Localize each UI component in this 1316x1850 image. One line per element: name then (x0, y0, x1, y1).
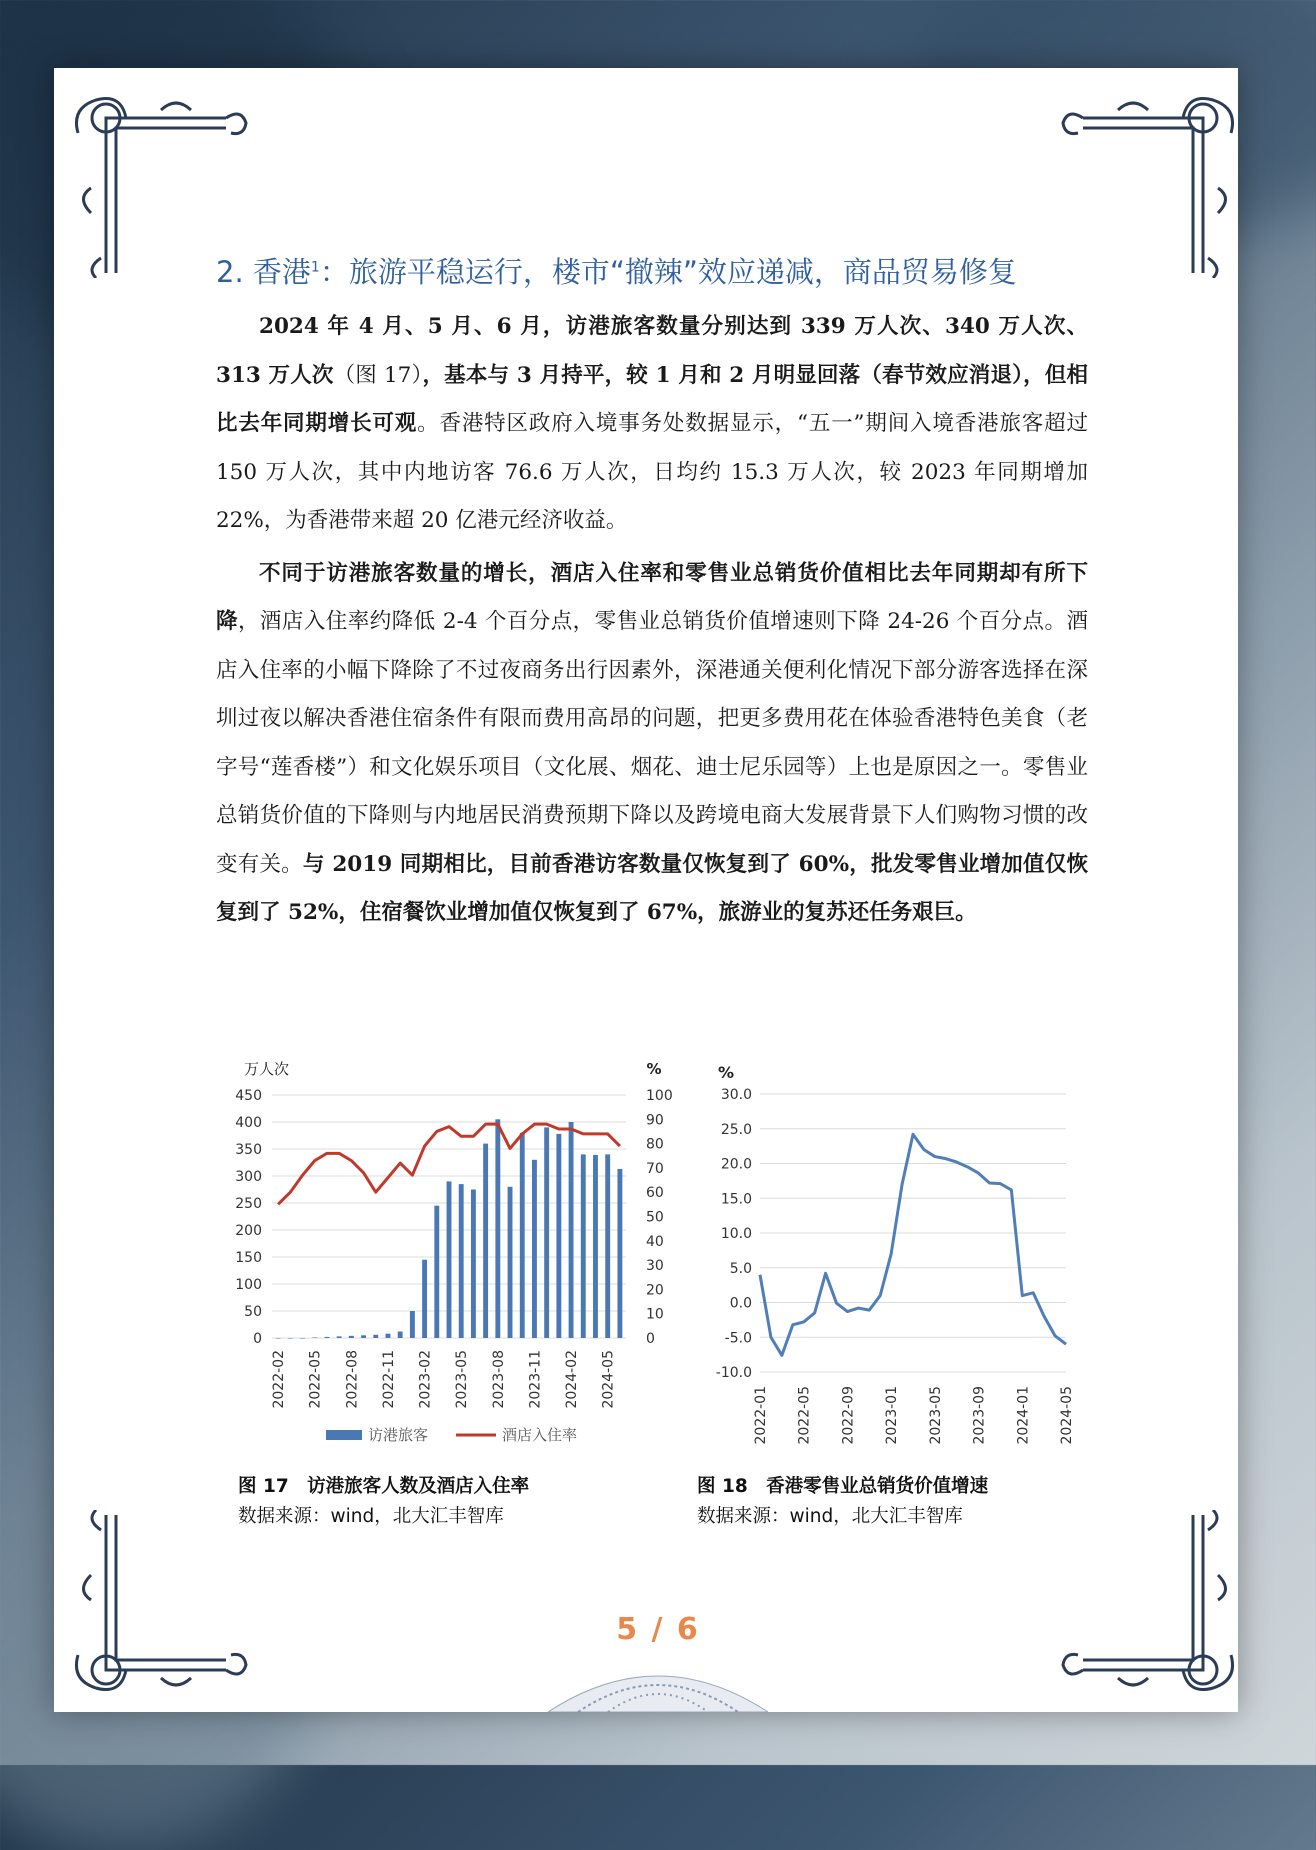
figure-17-chart (216, 1050, 676, 1460)
x-tick-label: 2023-02 (417, 1350, 434, 1409)
right-tick-label: 50 (646, 1209, 664, 1226)
left-axis-unit: 万人次 (244, 1060, 290, 1078)
paragraph-2 (216, 550, 1088, 938)
x-tick-label: 2022-09 (840, 1386, 857, 1445)
left-tick-label: 350 (235, 1142, 262, 1158)
bar-visitors (398, 1332, 403, 1338)
legend-swatch-visitors (326, 1430, 362, 1440)
figure-18-chart (694, 1058, 1084, 1468)
y-tick-label: 25.0 (720, 1121, 752, 1138)
left-tick-label: 250 (235, 1196, 262, 1212)
figure-17-caption (238, 1472, 529, 1532)
y-tick-label: -5.0 (724, 1330, 752, 1347)
bar-visitors (361, 1335, 366, 1338)
bar-visitors (447, 1181, 452, 1338)
x-tick-label: 2023-01 (884, 1386, 901, 1445)
para2-bold2: 与 2019 同期相比，目前香港访客数量仅恢复到了 60%，批发零售业增加值仅恢复到了 52%，住宿餐饮业增加值仅恢复到了 67%，旅游业的复苏还任务艰巨。 (216, 851, 1088, 925)
right-tick-label: 30 (646, 1258, 664, 1275)
x-tick-label: 2023-08 (490, 1350, 507, 1409)
left-tick-label: 100 (235, 1277, 262, 1293)
bar-visitors (593, 1155, 598, 1338)
line-retail-growth (760, 1134, 1066, 1355)
y-tick-label: 15.0 (720, 1191, 752, 1208)
y-tick-label: 0.0 (729, 1295, 752, 1312)
right-tick-label: 80 (646, 1136, 664, 1153)
para1-normal1: （图 17） (333, 362, 423, 388)
x-tick-label: 2022-02 (271, 1350, 288, 1409)
bar-visitors (312, 1337, 317, 1338)
para2-normal1: ，酒店入住率约降低 2-4 个百分点，零售业总销货价值增速则下降 24-26 个百分点。酒店入住率的小幅下降除了不过夜商务出行因素外，深港通关便利化情况下部分游客选择在深圳过夜以解决香港住宿条件有限而费用高昂的问题，把更多费用花在体验香港特色美食（老字号“莲香楼”）和文化娱乐项目（文化展、烟花、迪士尼乐园等）上也是原因之一。零售业总销货价值的下降则与内地居民消费预期下降以及跨境电商大发展背景下人们购物习惯的改变有关。 (216, 609, 1088, 877)
bar-visitors (373, 1335, 378, 1338)
figure-18-source: 数据来源：wind，北大汇丰智库 (697, 1506, 963, 1527)
right-tick-label: 10 (646, 1306, 664, 1323)
left-tick-label: 400 (235, 1115, 262, 1131)
bar-visitors (544, 1127, 549, 1338)
left-tick-label: 150 (235, 1250, 262, 1266)
x-tick-label: 2023-11 (527, 1350, 544, 1409)
bar-visitors (324, 1337, 329, 1338)
bar-visitors (617, 1169, 622, 1338)
page-indicator: 5 / 6 (616, 1612, 700, 1647)
x-tick-label: 2024-05 (600, 1350, 617, 1409)
left-tick-label: 50 (244, 1304, 262, 1320)
bar-visitors (410, 1311, 415, 1338)
right-tick-label: 90 (646, 1112, 664, 1129)
bar-visitors (300, 1338, 305, 1339)
figure-18-title: 图 18 香港零售业总销货价值增速 (697, 1476, 989, 1497)
corner-ornament-bottom-left (66, 1510, 251, 1700)
left-tick-label: 0 (253, 1331, 262, 1347)
bar-visitors (508, 1187, 513, 1338)
para1-bold2: ，基本与 3 月持平，较 1 月和 2 月明显回落（春节效应消退），但相比去年同期增长可观 (216, 362, 1088, 436)
y-tick-label: 5.0 (729, 1260, 752, 1277)
right-tick-label: 60 (646, 1185, 664, 1202)
bar-visitors (386, 1334, 391, 1338)
bar-visitors (459, 1184, 464, 1338)
figure-18-caption (697, 1472, 988, 1532)
left-tick-label: 300 (235, 1169, 262, 1185)
heading-text: ：旅游平稳运行，楼市“撤辣”效应递减，商品贸易修复 (319, 255, 1017, 289)
y-tick-label: 30.0 (720, 1087, 752, 1103)
corner-ornament-bottom-right (1058, 1510, 1243, 1700)
x-tick-label: 2023-05 (454, 1350, 471, 1409)
right-tick-label: 0 (646, 1331, 655, 1347)
figure-17-title: 图 17 访港旅客人数及酒店入住率 (238, 1476, 530, 1497)
x-tick-label: 2024-02 (564, 1350, 581, 1409)
bar-visitors (422, 1260, 427, 1338)
figure-17-source: 数据来源：wind，北大汇丰智库 (238, 1506, 504, 1527)
bar-visitors (288, 1338, 293, 1339)
section-heading (216, 250, 1096, 291)
bar-visitors (581, 1154, 586, 1338)
x-tick-label: 2024-01 (1015, 1386, 1032, 1445)
article-body (216, 303, 1088, 938)
bar-visitors (349, 1336, 354, 1338)
y-tick-label: 10.0 (720, 1226, 752, 1242)
para1-bold1: 2024 年 4 月、5 月、6 月，访港旅客数量分别达到 339 万人次、340 万人次、313 万人次 (216, 314, 1088, 388)
y-tick-label: -10.0 (715, 1365, 752, 1381)
x-tick-label: 2022-01 (753, 1386, 769, 1445)
bar-visitors (337, 1336, 342, 1338)
y-axis-unit: % (718, 1063, 735, 1082)
bar-visitors (520, 1133, 525, 1338)
footnote-marker: 1 (310, 259, 320, 276)
legend-label-occupancy: 酒店入住率 (502, 1426, 578, 1444)
legend-label-visitors: 访港旅客 (368, 1426, 429, 1444)
x-tick-label: 2022-05 (796, 1386, 813, 1445)
x-tick-label: 2023-09 (971, 1386, 988, 1445)
bar-visitors (483, 1144, 488, 1338)
bar-visitors (605, 1154, 610, 1338)
para2-bold1: 不同于访港旅客数量的增长，酒店入住率和零售业总销货价值相比去年同期却有所下降 (216, 560, 1088, 634)
para1-normal2: 。香港特区政府入境事务处数据显示，“五一”期间入境香港旅客超过 150 万人次，其中内地访客 76.6 万人次，日均约 15.3 万人次，较 2023 年同期增加 22%，为香港带来超 20 亿港元经济收益。 (216, 411, 1088, 533)
bar-visitors (569, 1122, 574, 1338)
paragraph-1 (216, 303, 1088, 546)
x-tick-label: 2023-05 (927, 1386, 944, 1445)
bar-visitors (276, 1338, 281, 1339)
left-tick-label: 450 (235, 1088, 262, 1104)
x-tick-label: 2022-05 (307, 1350, 324, 1409)
bottom-medallion-ornament (548, 1650, 768, 1712)
bar-visitors (471, 1190, 476, 1339)
bar-visitors (495, 1119, 500, 1338)
left-tick-label: 200 (235, 1223, 262, 1239)
x-tick-label: 2022-08 (344, 1350, 361, 1409)
heading-number: 2. 香港 (216, 255, 311, 289)
x-tick-label: 2024-05 (1059, 1386, 1075, 1445)
right-tick-label: 70 (646, 1160, 664, 1177)
x-tick-label: 2022-11 (380, 1350, 397, 1409)
bar-visitors (532, 1160, 537, 1338)
y-tick-label: 20.0 (720, 1156, 752, 1173)
bar-visitors (434, 1206, 439, 1338)
right-tick-label: 40 (646, 1233, 664, 1250)
right-axis-unit: % (646, 1060, 662, 1078)
right-tick-label: 20 (646, 1282, 664, 1299)
bar-visitors (556, 1134, 561, 1338)
right-tick-label: 100 (646, 1088, 673, 1104)
